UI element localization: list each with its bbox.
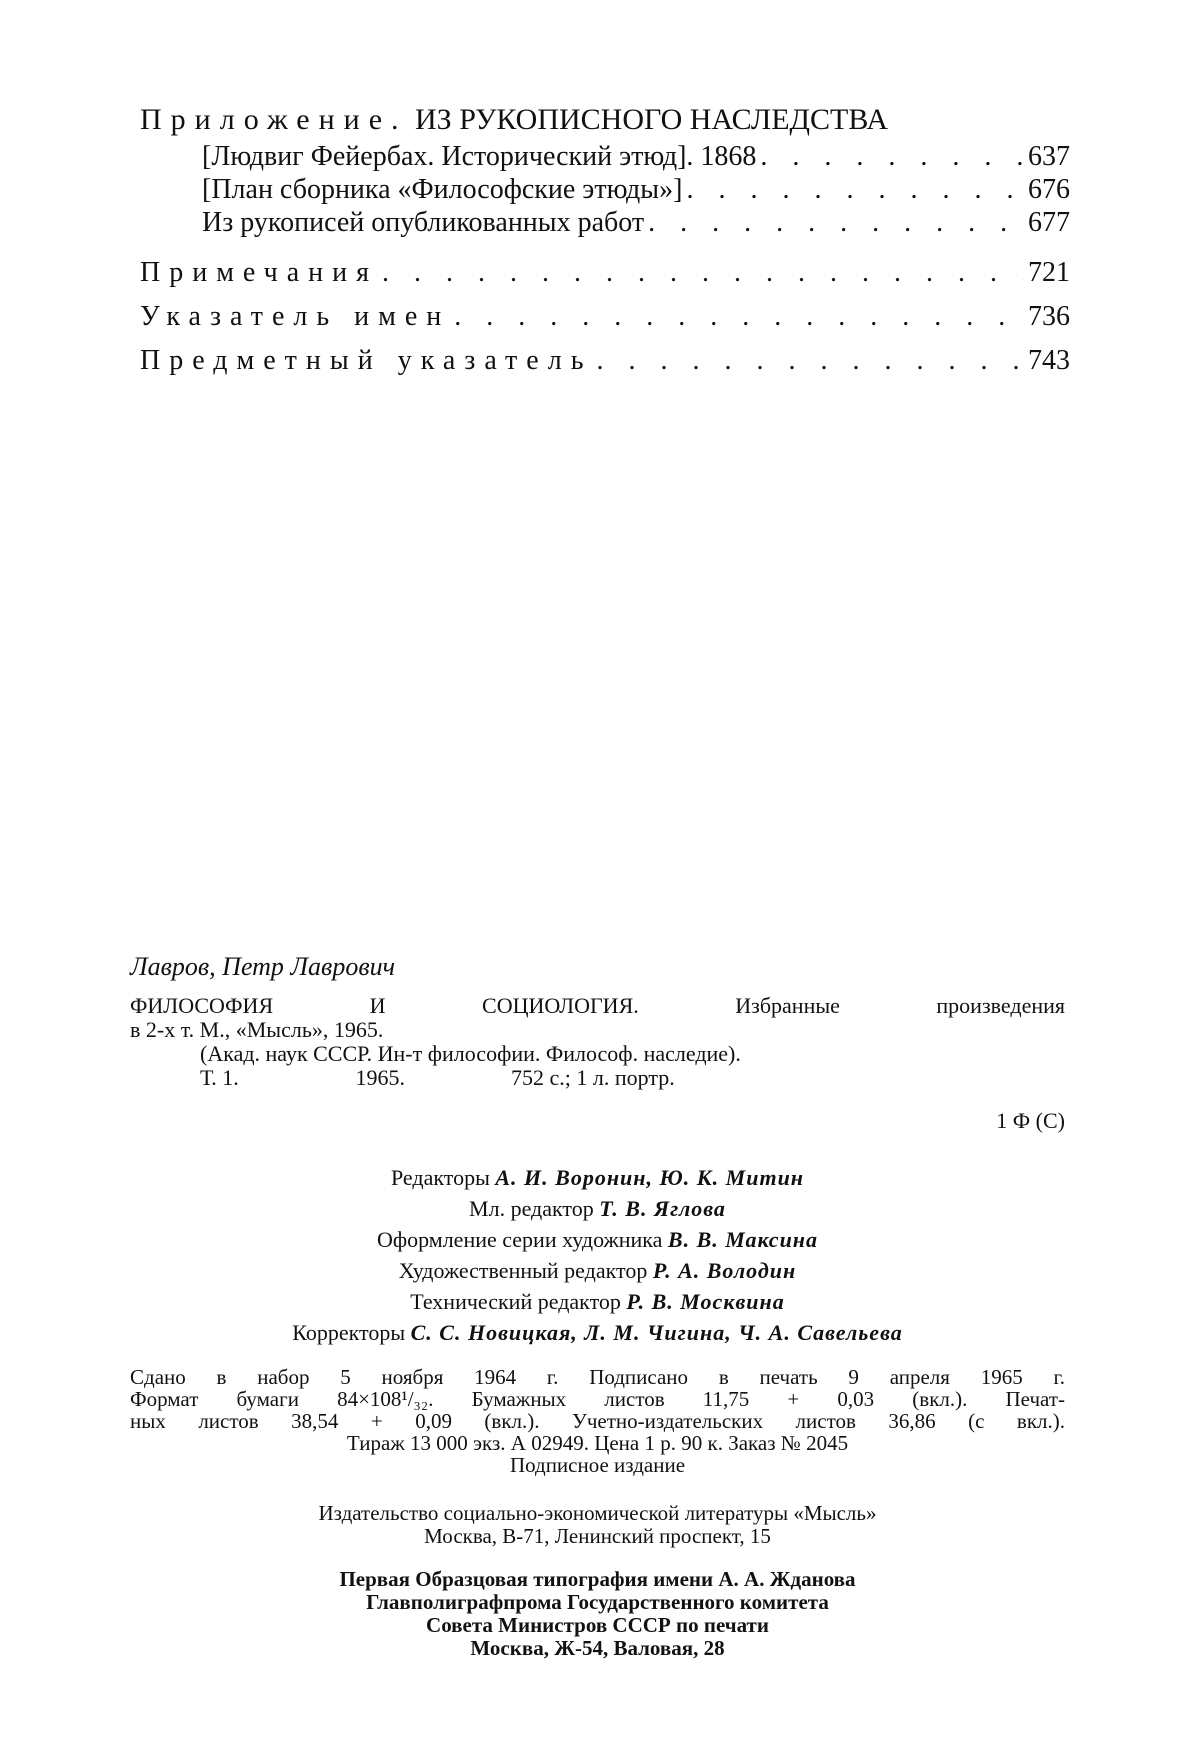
print-line: ных листов 38,54 + 0,09 (вкл.). Учетно-издательских листов 36,86 (с вкл.).	[130, 1409, 1065, 1433]
toc-gap	[140, 239, 1070, 251]
volume-line	[130, 1066, 1065, 1090]
toc-entry-label: [Людвиг Фейербах. Исторический этюд]. 1868	[202, 141, 757, 172]
credit-line	[130, 1255, 1065, 1286]
toc-entry-page: 637	[1028, 141, 1070, 172]
book-title-line-2: в 2-х т. М., «Мысль», 1965.	[130, 1017, 384, 1042]
credit-role: Технический редактор	[410, 1289, 621, 1314]
toc-section	[140, 251, 1070, 295]
dot-leader	[454, 295, 1024, 339]
volume-year: 1965.	[355, 1065, 405, 1090]
volume-number: Т. 1.	[200, 1065, 239, 1090]
colophon	[130, 950, 1065, 1660]
book-title-line: ФИЛОСОФИЯ И СОЦИОЛОГИЯ. Избранные произведения	[130, 993, 1065, 1018]
credit-role: Оформление серии художника	[376, 1227, 663, 1252]
toc-entry	[140, 173, 1070, 206]
appendix-prefix: Приложение.	[140, 103, 408, 136]
toc-section	[140, 339, 1070, 383]
toc-entry-label: [План сборника «Философские этюды»]	[202, 174, 683, 205]
print-line: Тираж 13 000 экз. А 02949. Цена 1 р. 90 к. Заказ № 2045	[346, 1431, 849, 1455]
printing-house-line: Москва, Ж-54, Валовая, 28	[470, 1636, 725, 1660]
volume-pages: 752 с.; 1 л. портр.	[511, 1065, 675, 1090]
credit-line	[130, 1162, 1065, 1193]
series-line: (Акад. наук СССР. Ин-т философии. Философ. наследие).	[200, 1041, 741, 1066]
author-name: Лавров, Петр Лаврович	[130, 952, 396, 981]
credit-line	[130, 1286, 1065, 1317]
credit-line	[130, 1193, 1065, 1224]
table-of-contents	[140, 100, 1070, 383]
printing-house-line: Первая Образцовая типография имени А. А. Жданова	[339, 1567, 856, 1591]
credit-role: Корректоры	[292, 1320, 406, 1345]
printing-house-line: Главполиграфпрома Государственного комитета	[366, 1590, 829, 1614]
credit-role: Редакторы	[390, 1165, 490, 1190]
print-details	[130, 1366, 1065, 1476]
credit-names: Т. В. Яглова	[599, 1196, 726, 1221]
toc-section-page: 743	[1028, 345, 1070, 376]
toc-entry-label: Из рукописей опубликованных работ	[202, 207, 645, 238]
printing-house-line: Совета Министров СССР по печати	[426, 1613, 769, 1637]
editorial-credits	[130, 1162, 1065, 1348]
credit-line	[130, 1224, 1065, 1255]
credit-role: Мл. редактор	[469, 1196, 594, 1221]
dot-leader	[760, 140, 1024, 173]
print-line: Формат бумаги 84×108¹/₃₂. Бумажных листов 11,75 + 0,03 (вкл.). Печат-	[130, 1387, 1065, 1411]
publisher-line: Москва, В-71, Ленинский проспект, 15	[424, 1524, 771, 1548]
credit-names: В. В. Максина	[667, 1227, 819, 1252]
dot-leader	[648, 206, 1024, 239]
toc-entry	[140, 206, 1070, 239]
publisher-info	[130, 1502, 1065, 1548]
credit-role: Художественный редактор	[398, 1258, 648, 1283]
bibliographic-record	[130, 994, 1065, 1090]
dot-leader	[686, 173, 1024, 206]
toc-section-label: Указатель имен	[140, 301, 451, 332]
credit-names: Р. А. Володин	[652, 1258, 797, 1283]
printing-house-info	[130, 1568, 1065, 1660]
appendix-title: ИЗ РУКОПИСНОГО НАСЛЕДСТВА	[415, 103, 889, 136]
toc-section-label: Примечания	[140, 257, 379, 288]
credit-line	[130, 1317, 1065, 1348]
classification-code: 1 Ф (С)	[996, 1108, 1065, 1133]
credit-names: А. И. Воронин, Ю. К. Митин	[495, 1165, 805, 1190]
toc-entry-page: 676	[1028, 174, 1070, 205]
dot-leader	[382, 251, 1024, 295]
appendix-heading	[140, 100, 1070, 140]
toc-entry-page: 677	[1028, 207, 1070, 238]
toc-section-page: 721	[1028, 257, 1070, 288]
credit-names: Р. В. Москвина	[626, 1289, 785, 1314]
toc-section-page: 736	[1028, 301, 1070, 332]
print-line: Подписное издание	[509, 1453, 686, 1477]
toc-section-label: Предметный указатель	[140, 345, 593, 376]
credit-names: С. С. Новицкая, Л. М. Чигина, Ч. А. Савельева	[410, 1320, 903, 1345]
toc-section	[140, 295, 1070, 339]
dot-leader	[596, 339, 1024, 383]
publisher-line: Издательство социально-экономической литературы «Мысль»	[318, 1501, 877, 1525]
print-line: Сдано в набор 5 ноября 1964 г. Подписано в печать 9 апреля 1965 г.	[130, 1365, 1065, 1389]
toc-entry	[140, 140, 1070, 173]
